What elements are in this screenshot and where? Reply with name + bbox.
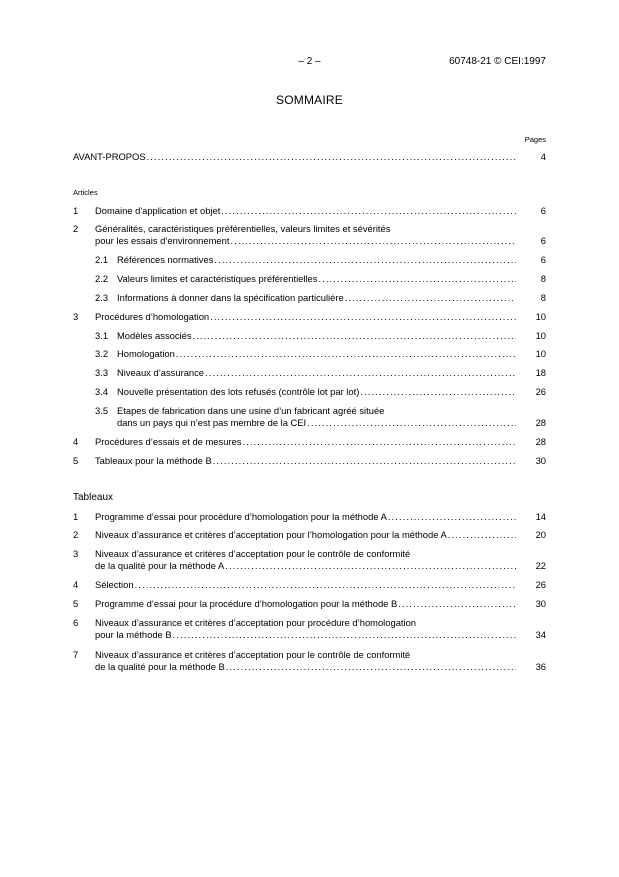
- toc-label: dans un pays qui n’est pas membre de la CEI: [117, 417, 307, 428]
- page-title: SOMMAIRE: [276, 93, 343, 107]
- toc-number: 7: [73, 649, 79, 660]
- toc-label-line: Niveaux d’assurance et critères d’acceptation pour procédure d’homologation: [95, 617, 417, 628]
- toc-page: 22: [535, 560, 546, 571]
- toc-number: 5: [73, 455, 79, 466]
- toc-label: Informations à donner dans la spécification particulière: [117, 292, 344, 303]
- toc-label: Modèles associés: [117, 330, 192, 341]
- toc-number: 2.1: [95, 254, 109, 265]
- document-reference: 60748-21 © CEI:1997: [449, 56, 546, 67]
- toc-label: Homologation: [117, 348, 175, 359]
- toc-number: 6: [73, 617, 79, 628]
- dot-leader: [318, 273, 516, 285]
- toc-label-line: Généralités, caractéristiques préférentielles, valeurs limites et sévérités: [95, 223, 391, 234]
- toc-entry-body: [95, 529, 546, 541]
- toc-entry-body: [117, 254, 546, 266]
- toc-entry-body: [117, 273, 546, 285]
- toc-number: 3.5: [95, 405, 109, 416]
- toc-number: 2.2: [95, 273, 109, 284]
- toc-label: Niveaux d’assurance et critères d’acceptation pour l’homologation pour la méthode A: [95, 529, 447, 540]
- toc-entry-body: [95, 311, 546, 323]
- toc-entry-body: [95, 598, 546, 610]
- toc-entry-body: [95, 455, 546, 467]
- toc-entry-body: [95, 223, 546, 247]
- toc-entry-body: [117, 348, 546, 360]
- dot-leader: [360, 386, 516, 398]
- toc-label: Sélection: [95, 579, 134, 590]
- dot-leader: [221, 205, 516, 217]
- toc-number: 2: [73, 223, 79, 234]
- toc-entry-body: [95, 511, 546, 523]
- toc-label: Nouvelle présentation des lots refusés (contrôle lot par lot): [117, 386, 360, 397]
- page-number: – 2 –: [298, 56, 321, 67]
- dot-leader: [398, 598, 516, 610]
- toc-label: Références normatives: [117, 254, 214, 265]
- toc-label: Tableaux pour la méthode B: [95, 455, 212, 466]
- toc-label: Procédures d’essais et de mesures: [95, 436, 242, 447]
- toc-page: 26: [535, 386, 546, 397]
- toc-label-line: Etapes de fabrication dans une usine d’un fabricant agréé située: [117, 405, 385, 416]
- toc-label: de la qualité pour la méthode B: [95, 661, 225, 672]
- dot-leader: [135, 579, 516, 591]
- toc-entry-body: [117, 330, 546, 342]
- toc-page: 28: [535, 417, 546, 428]
- toc-page: 18: [535, 367, 546, 378]
- toc-number: 3.3: [95, 367, 109, 378]
- toc-entry-body: [95, 579, 546, 591]
- toc-number: 3.1: [95, 330, 109, 341]
- toc-label-line: Niveaux d’assurance et critères d’acceptation pour le contrôle de conformité: [95, 649, 411, 660]
- dot-leader: [225, 560, 516, 572]
- toc-number: 5: [73, 598, 79, 609]
- dot-leader: [210, 311, 516, 323]
- toc-avant-propos[interactable]: [73, 151, 546, 163]
- toc-page: 14: [535, 511, 546, 522]
- dot-leader: [176, 348, 516, 360]
- toc-label: de la qualité pour la méthode A: [95, 560, 225, 571]
- toc-number: 1: [73, 205, 79, 216]
- toc-number: 2: [73, 529, 79, 540]
- dot-leader: [307, 417, 516, 429]
- tableaux-label: Tableaux: [73, 492, 114, 503]
- dot-leader: [214, 254, 516, 266]
- toc-page: 8: [540, 292, 546, 303]
- toc-page: 6: [540, 205, 546, 216]
- toc-entry-body: [117, 367, 546, 379]
- toc-page: 30: [535, 598, 546, 609]
- toc-page: 36: [535, 661, 546, 672]
- toc-entry-body: [95, 436, 546, 448]
- toc-page: 8: [540, 273, 546, 284]
- toc-number: 3: [73, 548, 79, 559]
- toc-entry-body: [117, 405, 546, 429]
- dot-leader: [213, 455, 516, 467]
- toc-label: Programme d’essai pour la procédure d’homologation pour la méthode B: [95, 598, 398, 609]
- toc-number: 3.2: [95, 348, 109, 359]
- dot-leader: [147, 151, 516, 163]
- toc-page: 26: [535, 579, 546, 590]
- toc-label: Procédures d’homologation: [95, 311, 210, 322]
- dot-leader: [388, 511, 516, 523]
- articles-label: Articles: [73, 188, 98, 197]
- toc-label: Domaine d'application et objet: [95, 205, 221, 216]
- toc-label-line: Niveaux d’assurance et critères d’acceptation pour le contrôle de conformité: [95, 548, 411, 559]
- toc-page: 34: [535, 629, 546, 640]
- toc-page: 6: [540, 254, 546, 265]
- dot-leader: [242, 436, 516, 448]
- toc-page: 6: [540, 235, 546, 246]
- toc-label: pour les essais d’environnement: [95, 235, 230, 246]
- toc-entry-body: [95, 617, 546, 641]
- toc-entry-body: [95, 205, 546, 217]
- toc-page: 10: [535, 330, 546, 341]
- toc-entry-body: [95, 649, 546, 673]
- toc-label: Niveaux d’assurance: [117, 367, 205, 378]
- dot-leader: [345, 292, 516, 304]
- dot-leader: [226, 661, 516, 673]
- toc-page: 20: [535, 529, 546, 540]
- toc-page: 10: [535, 348, 546, 359]
- toc-number: 4: [73, 436, 79, 447]
- toc-page: 30: [535, 455, 546, 466]
- toc-number: 3.4: [95, 386, 109, 397]
- toc-entry-body: [117, 386, 546, 398]
- toc-label: pour la méthode B: [95, 629, 172, 640]
- toc-page: 28: [535, 436, 546, 447]
- toc-number: 1: [73, 511, 79, 522]
- dot-leader: [193, 330, 516, 342]
- toc-number: 3: [73, 311, 79, 322]
- toc-entry-body: [117, 292, 546, 304]
- toc-page: 4: [540, 151, 546, 162]
- dot-leader: [205, 367, 516, 379]
- toc-entry-body: [95, 548, 546, 572]
- toc-number: 2.3: [95, 292, 109, 303]
- toc-number: 4: [73, 579, 79, 590]
- toc-label: AVANT-PROPOS: [73, 151, 146, 162]
- toc-label: Programme d’essai pour procédure d’homologation pour la méthode A: [95, 511, 387, 522]
- dot-leader: [230, 235, 516, 247]
- toc-page: 10: [535, 311, 546, 322]
- dot-leader: [173, 629, 516, 641]
- dot-leader: [448, 529, 516, 541]
- toc-label: Valeurs limites et caractéristiques préférentielles: [117, 273, 318, 284]
- pages-label: Pages: [524, 135, 546, 144]
